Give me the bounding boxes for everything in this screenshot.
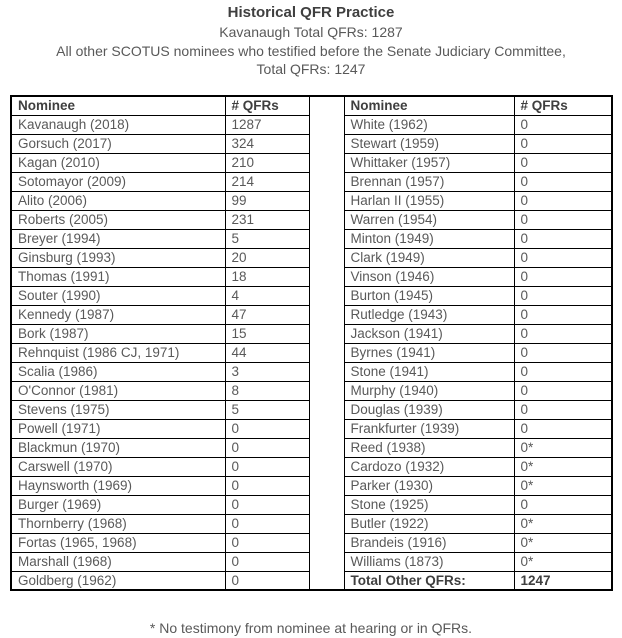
qfr-cell: 3 (225, 362, 309, 381)
qfr-cell: 0 (514, 267, 612, 286)
qfr-cell: 0 (514, 153, 612, 172)
table-row (11, 305, 612, 324)
qfr-cell: 5 (225, 229, 309, 248)
page-title: Historical QFR Practice (227, 4, 395, 21)
table-spacer (309, 495, 344, 514)
qfr-cell: 0 (514, 191, 612, 210)
table-spacer (309, 571, 344, 590)
nominee-cell: Ginsburg (1993) (11, 248, 225, 267)
nominee-cell: Marshall (1968) (11, 552, 225, 571)
qfr-cell: 0 (514, 381, 612, 400)
table-spacer (309, 96, 344, 115)
nominee-cell: Rutledge (1943) (344, 305, 514, 324)
nominee-cell: Cardozo (1932) (344, 457, 514, 476)
table-spacer (309, 172, 344, 191)
nominee-cell: Thornberry (1968) (11, 514, 225, 533)
qfr-cell: 0 (514, 115, 612, 134)
nominee-cell: Gorsuch (2017) (11, 134, 225, 153)
right-column-header-nominee: Nominee (344, 96, 514, 115)
table-spacer (309, 153, 344, 172)
nominee-cell: Alito (2006) (11, 191, 225, 210)
qfr-cell: 0 (225, 476, 309, 495)
table-spacer (309, 134, 344, 153)
left-column-header-qfrs: # QFRs (225, 96, 309, 115)
nominee-cell: Stevens (1975) (11, 400, 225, 419)
nominee-cell: Harlan II (1955) (344, 191, 514, 210)
table-spacer (309, 400, 344, 419)
qfr-cell: 0 (514, 229, 612, 248)
qfr-cell: 0 (225, 457, 309, 476)
table-spacer (309, 514, 344, 533)
qfr-cell: 0 (225, 495, 309, 514)
table-spacer (309, 343, 344, 362)
table-spacer (309, 210, 344, 229)
nominee-cell: Thomas (1991) (11, 267, 225, 286)
nominee-cell: Clark (1949) (344, 248, 514, 267)
table-spacer (309, 457, 344, 476)
qfr-cell: 0 (225, 419, 309, 438)
qfr-cell: 0 (514, 134, 612, 153)
qfr-cell: 231 (225, 210, 309, 229)
right-column-header-qfrs: # QFRs (514, 96, 612, 115)
nominee-cell: Byrnes (1941) (344, 343, 514, 362)
nominee-cell: Sotomayor (2009) (11, 172, 225, 191)
qfr-cell: 0 (225, 514, 309, 533)
qfr-cell: 47 (225, 305, 309, 324)
qfr-cell: 0 (514, 210, 612, 229)
table-spacer (309, 362, 344, 381)
nominee-cell: Stone (1941) (344, 362, 514, 381)
nominee-cell: Vinson (1946) (344, 267, 514, 286)
table-row (11, 248, 612, 267)
qfr-cell: 0 (225, 571, 309, 590)
nominee-cell: Stone (1925) (344, 495, 514, 514)
table-spacer (309, 381, 344, 400)
table-spacer (309, 191, 344, 210)
qfr-cell: 44 (225, 343, 309, 362)
nominee-cell: Haynsworth (1969) (11, 476, 225, 495)
qfr-cell: 0 (514, 343, 612, 362)
nominee-cell: Carswell (1970) (11, 457, 225, 476)
footnote: * No testimony from nominee at hearing or in QFRs. (149, 620, 473, 636)
table-body (11, 115, 612, 590)
nominee-cell: Whittaker (1957) (344, 153, 514, 172)
left-column-header-nominee: Nominee (11, 96, 225, 115)
qfr-cell: 210 (225, 153, 309, 172)
qfr-cell: 0* (514, 533, 612, 552)
table-row (11, 400, 612, 419)
qfr-cell: 5 (225, 400, 309, 419)
table-row (11, 153, 612, 172)
table-spacer (309, 267, 344, 286)
qfr-cell: 8 (225, 381, 309, 400)
nominee-cell: Jackson (1941) (344, 324, 514, 343)
qfr-cell: 1287 (225, 115, 309, 134)
qfr-cell: 0 (514, 362, 612, 381)
nominee-cell: Douglas (1939) (344, 400, 514, 419)
table-row (11, 457, 612, 476)
table-spacer (309, 438, 344, 457)
nominee-cell: Scalia (1986) (11, 362, 225, 381)
nominee-cell: Warren (1954) (344, 210, 514, 229)
nominee-cell: Rehnquist (1986 CJ, 1971) (11, 343, 225, 362)
qfr-cell: 324 (225, 134, 309, 153)
nominee-cell: Fortas (1965, 1968) (11, 533, 225, 552)
qfr-cell: 0 (514, 305, 612, 324)
qfr-cell: 4 (225, 286, 309, 305)
subtitle-kavanaugh-total: Kavanaugh Total QFRs: 1287 (219, 24, 403, 40)
table-spacer (309, 552, 344, 571)
table-row (11, 191, 612, 210)
table-row (11, 210, 612, 229)
qfr-cell: 0 (514, 324, 612, 343)
table-row (11, 286, 612, 305)
nominee-cell: Burger (1969) (11, 495, 225, 514)
qfr-cell: 0* (514, 476, 612, 495)
nominee-cell: Kavanaugh (2018) (11, 115, 225, 134)
nominee-cell: White (1962) (344, 115, 514, 134)
nominee-cell: Murphy (1940) (344, 381, 514, 400)
table-spacer (309, 229, 344, 248)
qfr-cell: 0 (514, 400, 612, 419)
nominee-cell: Souter (1990) (11, 286, 225, 305)
nominee-cell: Burton (1945) (344, 286, 514, 305)
qfr-cell: 15 (225, 324, 309, 343)
nominee-cell: Kagan (2010) (11, 153, 225, 172)
table-row (11, 495, 612, 514)
nominee-cell: Bork (1987) (11, 324, 225, 343)
table-spacer (309, 324, 344, 343)
table-row (11, 419, 612, 438)
nominee-cell: Roberts (2005) (11, 210, 225, 229)
qfr-cell: 0* (514, 438, 612, 457)
table-row (11, 229, 612, 248)
qfr-cell: 0 (514, 172, 612, 191)
table-spacer (309, 533, 344, 552)
table-spacer (309, 305, 344, 324)
qfr-cell: 0 (225, 552, 309, 571)
table-row (11, 134, 612, 153)
qfr-cell: 0 (514, 495, 612, 514)
total-value-cell: 1247 (514, 571, 612, 590)
nominee-cell: Goldberg (1962) (11, 571, 225, 590)
nominee-cell: Williams (1873) (344, 552, 514, 571)
table-spacer (309, 115, 344, 134)
qfr-table (10, 95, 613, 591)
qfr-cell: 0* (514, 552, 612, 571)
table-row (11, 476, 612, 495)
qfr-cell: 0 (514, 419, 612, 438)
nominee-cell: Stewart (1959) (344, 134, 514, 153)
table-row (11, 514, 612, 533)
qfr-cell: 0 (514, 248, 612, 267)
table-row (11, 438, 612, 457)
qfr-cell: 0* (514, 457, 612, 476)
nominee-cell: Powell (1971) (11, 419, 225, 438)
qfr-cell: 0 (225, 438, 309, 457)
table-row (11, 324, 612, 343)
nominee-cell: Parker (1930) (344, 476, 514, 495)
subtitle-other-nominees: All other SCOTUS nominees who testified before the Senate Judiciary Committee, (56, 42, 566, 59)
total-row (11, 571, 612, 590)
nominee-cell: Kennedy (1987) (11, 305, 225, 324)
table-row (11, 381, 612, 400)
qfr-cell: 0 (514, 286, 612, 305)
table-row (11, 533, 612, 552)
qfr-cell: 214 (225, 172, 309, 191)
table-row (11, 343, 612, 362)
nominee-cell: Butler (1922) (344, 514, 514, 533)
nominee-cell: Brennan (1957) (344, 172, 514, 191)
table-row (11, 172, 612, 191)
table-row (11, 552, 612, 571)
nominee-cell: Frankfurter (1939) (344, 419, 514, 438)
subtitle-total-qfrs: Total QFRs: 1247 (256, 61, 366, 77)
table-spacer (309, 419, 344, 438)
nominee-cell: Blackmun (1970) (11, 438, 225, 457)
header-block (0, 0, 622, 79)
table-spacer (309, 286, 344, 305)
nominee-cell: Brandeis (1916) (344, 533, 514, 552)
nominee-cell: Reed (1938) (344, 438, 514, 457)
table-spacer (309, 248, 344, 267)
qfr-cell: 0 (225, 533, 309, 552)
total-label-cell: Total Other QFRs: (344, 571, 514, 590)
qfr-cell: 0* (514, 514, 612, 533)
table-spacer (309, 476, 344, 495)
qfr-cell: 18 (225, 267, 309, 286)
table-row (11, 267, 612, 286)
qfr-cell: 20 (225, 248, 309, 267)
nominee-cell: O'Connor (1981) (11, 381, 225, 400)
nominee-cell: Breyer (1994) (11, 229, 225, 248)
table-row (11, 362, 612, 381)
table-header-row (11, 96, 612, 115)
qfr-cell: 99 (225, 191, 309, 210)
nominee-cell: Minton (1949) (344, 229, 514, 248)
table-row (11, 115, 612, 134)
